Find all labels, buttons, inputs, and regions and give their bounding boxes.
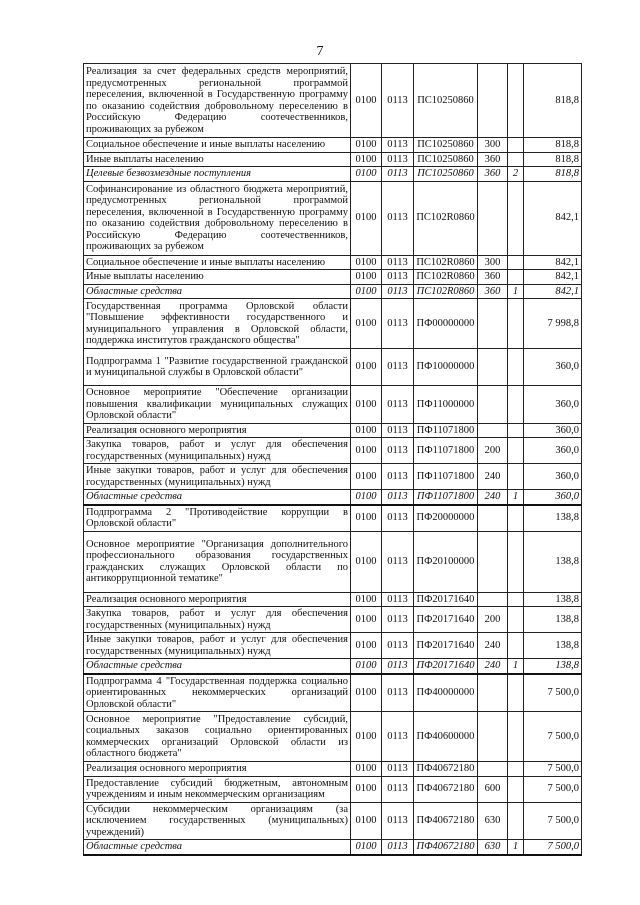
funding-source-code — [508, 712, 524, 762]
funding-source-code — [508, 64, 524, 138]
funding-source-code — [508, 607, 524, 633]
section-code: 0100 — [351, 659, 382, 674]
section-code: 0100 — [351, 181, 382, 255]
subsection-code: 0113 — [382, 659, 414, 674]
amount: 7 500,0 — [524, 840, 582, 855]
table-row — [84, 138, 582, 153]
row-name: Подпрограмма 2 "Противодействие коррупции в Орловской области" — [84, 505, 351, 532]
target-article-code: ПС10250860 — [414, 64, 478, 138]
target-article-code: ПФ11071800 — [414, 438, 478, 464]
amount: 7 500,0 — [524, 674, 582, 712]
funding-source-code: 2 — [508, 167, 524, 182]
expense-type-code — [478, 505, 508, 532]
amount: 7 500,0 — [524, 802, 582, 840]
section-code: 0100 — [351, 349, 382, 386]
table-row — [84, 438, 582, 464]
expense-type-code: 200 — [478, 438, 508, 464]
target-article-code: ПС10250860 — [414, 152, 478, 167]
table-row — [84, 349, 582, 386]
table-row — [84, 423, 582, 438]
funding-source-code: 1 — [508, 840, 524, 855]
subsection-code: 0113 — [382, 386, 414, 424]
table-row — [84, 762, 582, 777]
funding-source-code — [508, 423, 524, 438]
expense-type-code: 300 — [478, 255, 508, 270]
amount: 360,0 — [524, 464, 582, 490]
table-row — [84, 464, 582, 490]
table-row — [84, 840, 582, 855]
table-row — [84, 64, 582, 138]
target-article-code: ПФ20100000 — [414, 531, 478, 592]
subsection-code: 0113 — [382, 607, 414, 633]
target-article-code: ПФ20171640 — [414, 592, 478, 607]
amount: 138,8 — [524, 531, 582, 592]
expense-type-code: 240 — [478, 490, 508, 505]
expense-type-code — [478, 712, 508, 762]
table-row — [84, 607, 582, 633]
section-code: 0100 — [351, 152, 382, 167]
row-name: Государственная программа Орловской области "Повышение эффективности государственного и муниципального управления в Орловской области, поддержка институтов гражданского общества" — [84, 299, 351, 349]
section-code: 0100 — [351, 674, 382, 712]
subsection-code: 0113 — [382, 255, 414, 270]
expense-type-code — [478, 531, 508, 592]
expense-type-code: 360 — [478, 152, 508, 167]
row-name: Основное мероприятие "Организация дополнительного профессионального образования государственных гражданских служащих Орловской области по антикоррупционной тематике" — [84, 531, 351, 592]
table-row — [84, 659, 582, 674]
subsection-code: 0113 — [382, 592, 414, 607]
target-article-code: ПС102R0860 — [414, 284, 478, 299]
section-code: 0100 — [351, 423, 382, 438]
subsection-code: 0113 — [382, 505, 414, 532]
target-article-code: ПФ20171640 — [414, 607, 478, 633]
subsection-code: 0113 — [382, 840, 414, 855]
table-row — [84, 776, 582, 802]
section-code: 0100 — [351, 438, 382, 464]
row-name: Целевые безвозмездные поступления — [84, 167, 351, 182]
table-body — [84, 64, 582, 855]
amount: 7 998,8 — [524, 299, 582, 349]
row-name: Социальное обеспечение и иные выплаты населению — [84, 255, 351, 270]
row-name: Иные выплаты населению — [84, 152, 351, 167]
section-code: 0100 — [351, 464, 382, 490]
target-article-code: ПФ20171640 — [414, 633, 478, 659]
row-name: Подпрограмма 4 "Государственная поддержка социально ориентированных некоммерческих организаций Орловской области" — [84, 674, 351, 712]
row-name: Иные закупки товаров, работ и услуг для обеспечения государственных (муниципальных) нужд — [84, 464, 351, 490]
table-row — [84, 284, 582, 299]
expense-type-code — [478, 181, 508, 255]
section-code: 0100 — [351, 840, 382, 855]
row-name: Подпрограмма 1 "Развитие государственной гражданской и муниципальной службы в Орловской области" — [84, 349, 351, 386]
table-row — [84, 299, 582, 349]
expense-type-code — [478, 423, 508, 438]
expense-type-code: 240 — [478, 464, 508, 490]
target-article-code: ПФ00000000 — [414, 299, 478, 349]
table-row — [84, 167, 582, 182]
expense-type-code — [478, 299, 508, 349]
expense-type-code: 600 — [478, 776, 508, 802]
funding-source-code: 1 — [508, 284, 524, 299]
target-article-code: ПС10250860 — [414, 138, 478, 153]
amount: 360,0 — [524, 490, 582, 505]
expense-type-code — [478, 349, 508, 386]
amount: 842,1 — [524, 284, 582, 299]
row-name: Областные средства — [84, 659, 351, 674]
expense-type-code: 240 — [478, 659, 508, 674]
expense-type-code — [478, 762, 508, 777]
table-row — [84, 592, 582, 607]
section-code: 0100 — [351, 284, 382, 299]
section-code: 0100 — [351, 64, 382, 138]
row-name: Реализация за счет федеральных средств мероприятий, предусмотренных региональной программой переселения, включенной в Государственную программу по оказанию содействия добровольному переселению в Российскую Федерацию соотечественников, проживающих за рубежом — [84, 64, 351, 138]
section-code: 0100 — [351, 490, 382, 505]
target-article-code: ПС102R0860 — [414, 255, 478, 270]
subsection-code: 0113 — [382, 284, 414, 299]
amount: 360,0 — [524, 423, 582, 438]
target-article-code: ПФ10000000 — [414, 349, 478, 386]
funding-source-code — [508, 386, 524, 424]
target-article-code: ПС102R0860 — [414, 270, 478, 285]
subsection-code: 0113 — [382, 490, 414, 505]
amount: 818,8 — [524, 152, 582, 167]
target-article-code: ПФ11071800 — [414, 423, 478, 438]
table-row — [84, 802, 582, 840]
target-article-code: ПФ40672180 — [414, 802, 478, 840]
section-code: 0100 — [351, 167, 382, 182]
subsection-code: 0113 — [382, 464, 414, 490]
section-code: 0100 — [351, 592, 382, 607]
amount: 818,8 — [524, 167, 582, 182]
subsection-code: 0113 — [382, 64, 414, 138]
funding-source-code — [508, 505, 524, 532]
expense-type-code: 360 — [478, 270, 508, 285]
subsection-code: 0113 — [382, 438, 414, 464]
funding-source-code — [508, 464, 524, 490]
amount: 842,1 — [524, 270, 582, 285]
row-name: Иные выплаты населению — [84, 270, 351, 285]
budget-table — [83, 63, 582, 856]
subsection-code: 0113 — [382, 802, 414, 840]
target-article-code: ПФ11071800 — [414, 490, 478, 505]
expense-type-code: 240 — [478, 633, 508, 659]
row-name: Софинансирование из областного бюджета мероприятий, предусмотренных региональной программой переселения, включенной в Государственную программу по оказанию содействия добровольному переселению в Российскую Федерацию соотечественников, проживающих за рубежом — [84, 181, 351, 255]
table-row — [84, 674, 582, 712]
section-code: 0100 — [351, 607, 382, 633]
funding-source-code — [508, 531, 524, 592]
row-name: Реализация основного мероприятия — [84, 592, 351, 607]
table-row — [84, 181, 582, 255]
target-article-code: ПФ11000000 — [414, 386, 478, 424]
expense-type-code: 360 — [478, 167, 508, 182]
target-article-code: ПФ40672180 — [414, 840, 478, 855]
amount: 138,8 — [524, 607, 582, 633]
funding-source-code — [508, 181, 524, 255]
expense-type-code — [478, 592, 508, 607]
row-name: Иные закупки товаров, работ и услуг для обеспечения государственных (муниципальных) нужд — [84, 633, 351, 659]
row-name: Реализация основного мероприятия — [84, 423, 351, 438]
section-code: 0100 — [351, 299, 382, 349]
subsection-code: 0113 — [382, 349, 414, 386]
target-article-code: ПФ40672180 — [414, 776, 478, 802]
row-name: Основное мероприятие "Предоставление субсидий, социальных заказов социально ориентированных коммерческих организаций Орловской области из областного бюджета" — [84, 712, 351, 762]
amount: 7 500,0 — [524, 776, 582, 802]
subsection-code: 0113 — [382, 152, 414, 167]
expense-type-code: 360 — [478, 284, 508, 299]
amount: 818,8 — [524, 138, 582, 153]
row-name: Реализация основного мероприятия — [84, 762, 351, 777]
section-code: 0100 — [351, 386, 382, 424]
table-row — [84, 152, 582, 167]
subsection-code: 0113 — [382, 423, 414, 438]
section-code: 0100 — [351, 776, 382, 802]
funding-source-code — [508, 776, 524, 802]
subsection-code: 0113 — [382, 674, 414, 712]
amount: 138,8 — [524, 659, 582, 674]
amount: 842,1 — [524, 255, 582, 270]
table-row — [84, 255, 582, 270]
funding-source-code — [508, 138, 524, 153]
expense-type-code: 630 — [478, 840, 508, 855]
amount: 360,0 — [524, 438, 582, 464]
row-name: Субсидии некоммерческим организациям (за исключением государственных (муниципальных) учреждений) — [84, 802, 351, 840]
expense-type-code — [478, 64, 508, 138]
section-code: 0100 — [351, 802, 382, 840]
section-code: 0100 — [351, 762, 382, 777]
amount: 138,8 — [524, 505, 582, 532]
amount: 818,8 — [524, 64, 582, 138]
table-row — [84, 531, 582, 592]
target-article-code: ПФ40672180 — [414, 762, 478, 777]
subsection-code: 0113 — [382, 299, 414, 349]
row-name: Закупка товаров, работ и услуг для обеспечения государственных (муниципальных) нужд — [84, 607, 351, 633]
expense-type-code — [478, 674, 508, 712]
table-row — [84, 270, 582, 285]
target-article-code: ПФ40600000 — [414, 712, 478, 762]
funding-source-code — [508, 592, 524, 607]
funding-source-code — [508, 438, 524, 464]
section-code: 0100 — [351, 270, 382, 285]
section-code: 0100 — [351, 531, 382, 592]
row-name: Областные средства — [84, 284, 351, 299]
expense-type-code: 200 — [478, 607, 508, 633]
amount: 360,0 — [524, 386, 582, 424]
target-article-code: ПС102R0860 — [414, 181, 478, 255]
funding-source-code — [508, 270, 524, 285]
funding-source-code — [508, 255, 524, 270]
row-name: Предоставление субсидий бюджетным, автономным учреждениям и иным некоммерческим организациям — [84, 776, 351, 802]
row-name: Основное мероприятие "Обеспечение организации повышения квалификации муниципальных служащих Орловской области" — [84, 386, 351, 424]
target-article-code: ПФ20171640 — [414, 659, 478, 674]
table-row — [84, 386, 582, 424]
table-row — [84, 490, 582, 505]
amount: 842,1 — [524, 181, 582, 255]
section-code: 0100 — [351, 255, 382, 270]
amount: 7 500,0 — [524, 762, 582, 777]
amount: 138,8 — [524, 633, 582, 659]
section-code: 0100 — [351, 633, 382, 659]
section-code: 0100 — [351, 505, 382, 532]
funding-source-code — [508, 349, 524, 386]
target-article-code: ПФ11071800 — [414, 464, 478, 490]
amount: 360,0 — [524, 349, 582, 386]
funding-source-code: 1 — [508, 659, 524, 674]
funding-source-code — [508, 299, 524, 349]
amount: 7 500,0 — [524, 712, 582, 762]
amount: 138,8 — [524, 592, 582, 607]
subsection-code: 0113 — [382, 167, 414, 182]
row-name: Областные средства — [84, 840, 351, 855]
subsection-code: 0113 — [382, 776, 414, 802]
funding-source-code — [508, 762, 524, 777]
expense-type-code: 300 — [478, 138, 508, 153]
page-number: 7 — [316, 44, 324, 59]
section-code: 0100 — [351, 712, 382, 762]
subsection-code: 0113 — [382, 270, 414, 285]
table-row — [84, 505, 582, 532]
table-row — [84, 633, 582, 659]
funding-source-code: 1 — [508, 490, 524, 505]
subsection-code: 0113 — [382, 138, 414, 153]
target-article-code: ПС10250860 — [414, 167, 478, 182]
subsection-code: 0113 — [382, 633, 414, 659]
section-code: 0100 — [351, 138, 382, 153]
target-article-code: ПФ40000000 — [414, 674, 478, 712]
subsection-code: 0113 — [382, 762, 414, 777]
subsection-code: 0113 — [382, 181, 414, 255]
row-name: Областные средства — [84, 490, 351, 505]
expense-type-code: 630 — [478, 802, 508, 840]
funding-source-code — [508, 152, 524, 167]
row-name: Закупка товаров, работ и услуг для обеспечения государственных (муниципальных) нужд — [84, 438, 351, 464]
row-name: Социальное обеспечение и иные выплаты населению — [84, 138, 351, 153]
expense-type-code — [478, 386, 508, 424]
funding-source-code — [508, 633, 524, 659]
funding-source-code — [508, 674, 524, 712]
subsection-code: 0113 — [382, 531, 414, 592]
table-row — [84, 712, 582, 762]
subsection-code: 0113 — [382, 712, 414, 762]
target-article-code: ПФ20000000 — [414, 505, 478, 532]
funding-source-code — [508, 802, 524, 840]
